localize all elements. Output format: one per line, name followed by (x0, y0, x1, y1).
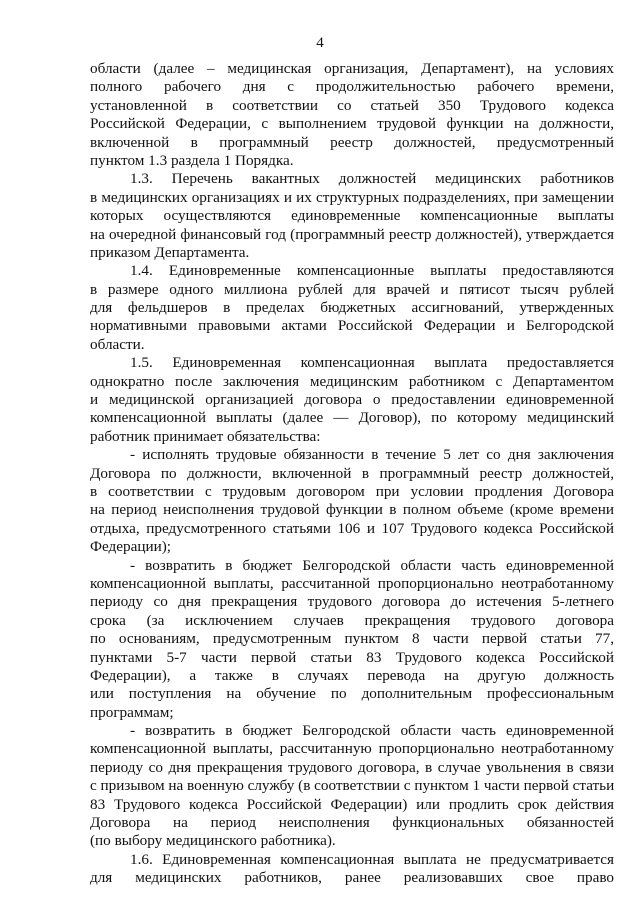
text-line: на период неисполнения трудовой функции в полном объеме (кроме времени (90, 501, 614, 519)
text-line: периоду со дня прекращения трудового договора до истечения 5-летнего (90, 593, 614, 611)
text-line: Договора по должности, включенной в программный реестр должностей, (90, 464, 614, 482)
text-line: области (далее – медицинская организация, Департамент), на условиях (90, 60, 614, 77)
text-line: для фельдшеров в пределах бюджетных ассигнований, утвержденных (90, 299, 614, 317)
text-line: компенсационной выплаты (далее — Договор), по которому медицинский (90, 409, 614, 427)
text-line: области. (90, 335, 145, 353)
text-line: в соответствии с трудовым договором при условии продления Договора (90, 482, 614, 500)
page-number: 4 (316, 35, 324, 51)
text-line: в медицинских организациях и их структурных подразделениях, при замещении (90, 188, 614, 206)
text-line: включенной в программный реестр должностей, предусмотренный (90, 133, 614, 151)
text-line: полного рабочего дня с продолжительностью рабочего времени, (90, 78, 614, 96)
text-line: в размере одного миллиона рублей для врачей и пятисот тысяч рублей (90, 280, 614, 298)
text-line: или поступления на обучение по дополнительным профессиональным (90, 685, 614, 703)
text-line: которых осуществляются единовременные компенсационные выплаты (90, 207, 614, 225)
text-line: нормативными правовыми актами Российской Федерации и Белгородской (90, 317, 614, 335)
text-line: - исполнять трудовые обязанности в течение 5 лет со дня заключения (130, 446, 614, 464)
text-line: приказом Департамента. (90, 243, 250, 261)
text-line: Российской Федерации, с выполнением трудовой функции на должности, (90, 115, 614, 133)
text-line: на очередной финансовый год (программный реестр должностей), утверждается (90, 225, 614, 243)
text-line: компенсационной выплаты, рассчитанную пропорционально неотработанному (90, 740, 614, 758)
text-line: 1.3. Перечень вакантных должностей медицинских работников (130, 170, 614, 188)
text-line: пунктами 5-7 части первой статьи 83 Трудового кодекса Российской (90, 648, 614, 666)
text-line: - возвратить в бюджет Белгородской области часть единовременной (130, 722, 614, 740)
text-line: пунктом 1.3 раздела 1 Порядка. (90, 151, 294, 169)
text-line: периоду со дня прекращения трудового договора, в случае увольнения в связи (90, 758, 614, 776)
text-line: (по выбору медицинского работника). (90, 832, 336, 850)
text-line: 83 Трудового кодекса Российской Федерации) или продлить срок действия (90, 795, 614, 813)
text-line: Договора на период неисполнения функциональных обязанностей (90, 814, 614, 832)
text-line: отдыха, предусмотренного статьями 106 и 107 Трудового кодекса Российской (90, 519, 614, 537)
text-line: 1.6. Единовременная компенсационная выплата не предусматривается (130, 850, 614, 868)
text-line: и медицинской организацией договора о предоставлении единовременной (90, 391, 614, 409)
text-line: - возвратить в бюджет Белгородской области часть единовременной (130, 556, 614, 574)
text-line: однократно после заключения медицинским работником с Департаментом (90, 372, 614, 390)
text-line: 1.4. Единовременные компенсационные выплаты предоставляются (130, 262, 614, 280)
text-line: для медицинских работников, ранее реализовавших свое право (90, 869, 614, 887)
text-line: 1.5. Единовременная компенсационная выплата предоставляется (130, 354, 614, 372)
text-line: Федерации), а также в случаях перевода на другую должность (90, 666, 614, 684)
text-line: программам; (90, 703, 174, 721)
text-line: срока (за исключением случаев прекращения трудового договора (90, 611, 614, 629)
text-line: установленной в соответствии со статьей 350 Трудового кодекса (90, 96, 614, 114)
text-line: Федерации); (90, 538, 172, 556)
document-body (90, 60, 614, 888)
text-line: по основаниям, предусмотренным пунктом 8 части первой статьи 77, (90, 630, 614, 648)
text-line: компенсационной выплаты, рассчитанной пропорционально неотработанному (90, 574, 614, 592)
text-line: с призывом на военную службу (в соответствии с пунктом 1 части первой статьи (90, 777, 615, 795)
text-line: работник принимает обязательства: (90, 427, 321, 445)
